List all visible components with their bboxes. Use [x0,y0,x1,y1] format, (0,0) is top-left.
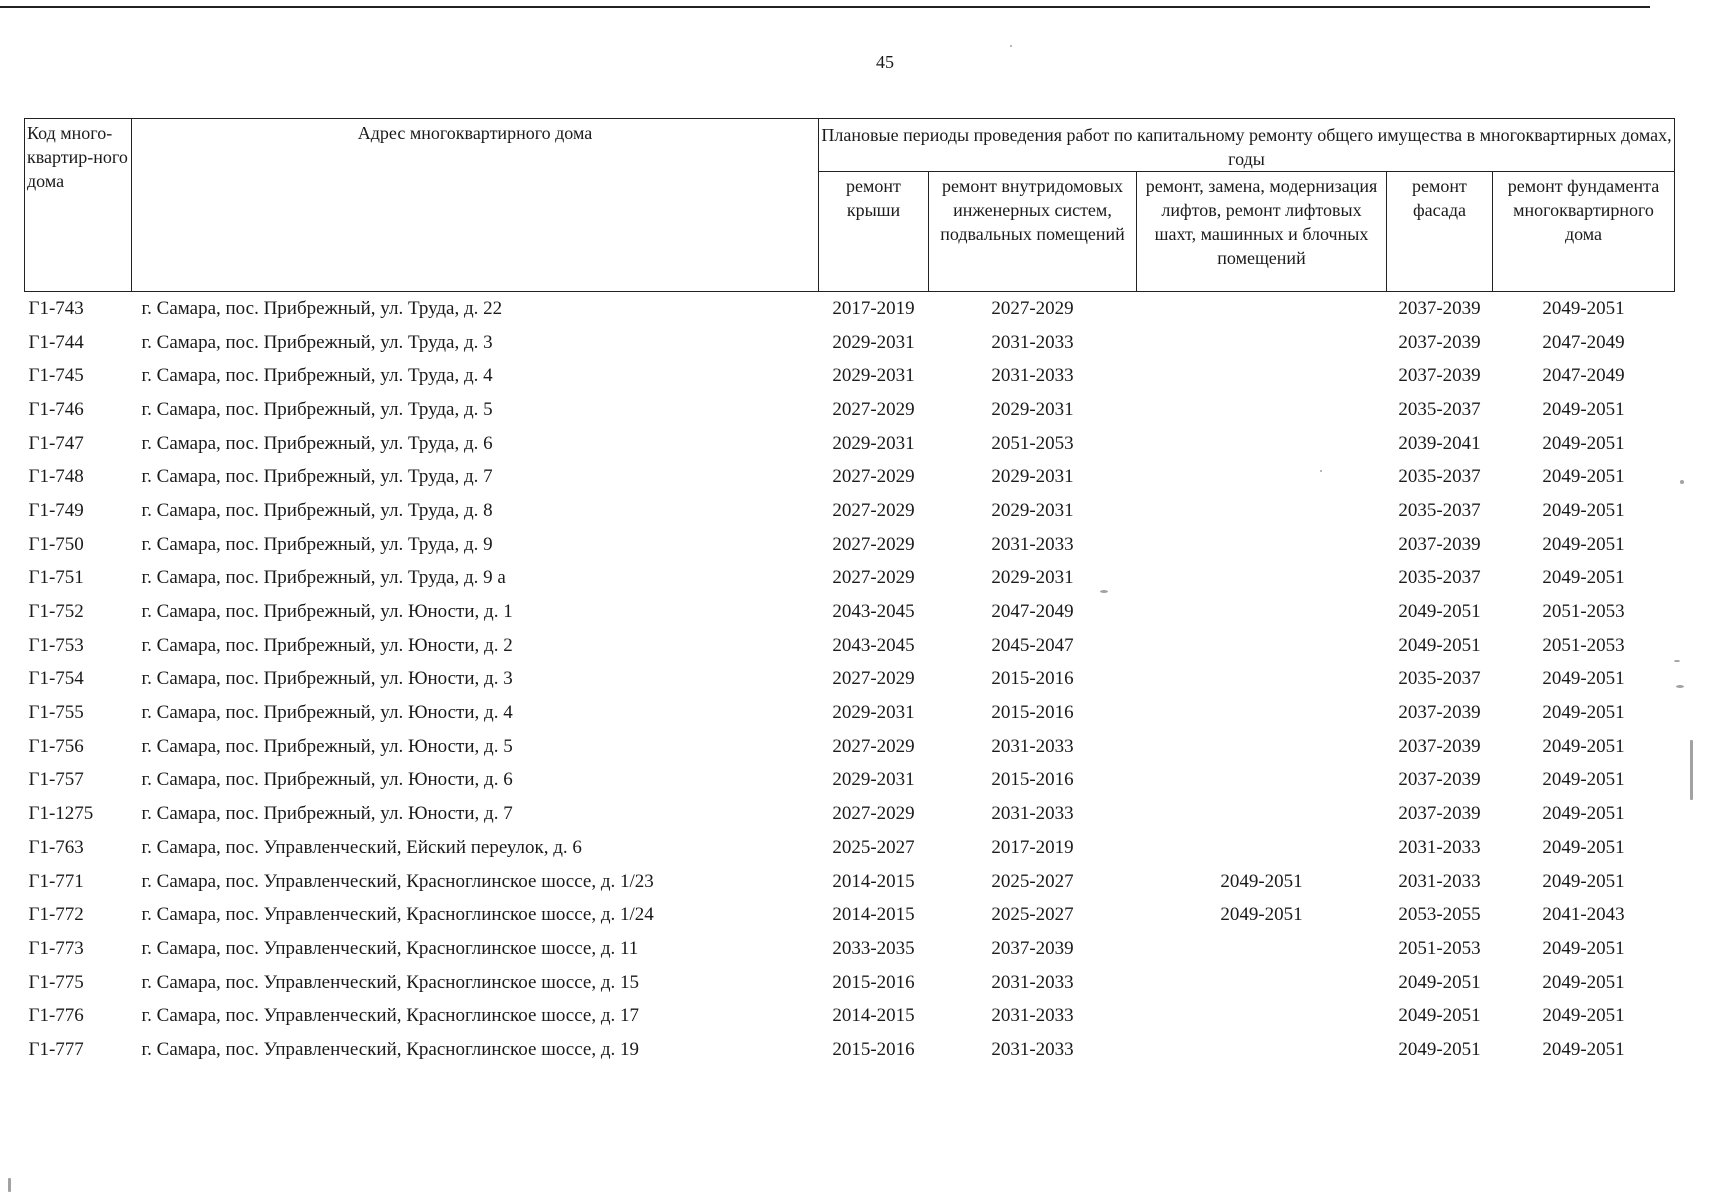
cell-facade: 2035-2037 [1398,398,1481,420]
cell-address: г. Самара, пос. Управленческий, Красноглинское шоссе, д. 1/23 [141,870,654,892]
cell-facade: 2037-2039 [1398,769,1481,791]
cell-foundation: 2049-2051 [1542,769,1625,791]
table-row [25,932,1675,966]
table-row [25,966,1675,1000]
cell-address: г. Самара, пос. Управленческий, Ейский переулок, д. 6 [141,836,582,858]
cell-lifts [1137,393,1387,427]
cell-code: Г1-753 [28,634,84,656]
cell-systems: 2025-2027 [991,870,1074,892]
cell-facade: 2031-2033 [1398,870,1481,892]
table-row [25,528,1675,562]
scan-speck [1680,480,1684,484]
cell-address: г. Самара, пос. Прибрежный, ул. Юности, д. 1 [141,601,513,623]
table-row [25,999,1675,1033]
header-facade: ремонт фасада [1387,172,1493,292]
header-systems: ремонт внутридомовых инженерных систем, подвальных помещений [929,172,1137,292]
page-number: 45 [876,52,894,72]
cell-lifts [1137,831,1387,865]
cell-foundation: 2049-2051 [1542,398,1625,420]
cell-systems: 2031-2033 [991,1038,1074,1060]
cell-foundation: 2049-2051 [1542,971,1625,993]
cell-roof: 2025-2027 [832,836,915,858]
scan-speck [1010,45,1012,47]
cell-code: Г1-755 [28,702,84,724]
cell-roof: 2027-2029 [832,803,915,825]
header-roof: ремонт крыши [819,172,929,292]
cell-foundation: 2049-2051 [1542,803,1625,825]
cell-roof: 2015-2016 [832,1038,915,1060]
repair-schedule-table-wrap [24,118,1674,1067]
cell-code: Г1-743 [28,297,84,319]
cell-address: г. Самара, пос. Прибрежный, ул. Труда, д. 7 [141,466,493,488]
cell-lifts [1137,359,1387,393]
cell-systems: 2031-2033 [991,365,1074,387]
cell-systems: 2029-2031 [991,398,1074,420]
cell-systems: 2017-2019 [991,836,1074,858]
table-row [25,696,1675,730]
cell-roof: 2017-2019 [832,297,915,319]
cell-code: Г1-752 [28,601,84,623]
table-row [25,326,1675,360]
table-row [25,663,1675,697]
cell-address: г. Самара, пос. Управленческий, Красноглинское шоссе, д. 19 [141,1038,640,1060]
cell-roof: 2029-2031 [832,331,915,353]
cell-code: Г1-775 [28,971,84,993]
table-row [25,494,1675,528]
cell-facade: 2049-2051 [1398,971,1481,993]
cell-systems: 2037-2039 [991,937,1074,959]
cell-lifts [1137,562,1387,596]
cell-facade: 2035-2037 [1398,567,1481,589]
cell-code: Г1-745 [28,365,84,387]
cell-foundation: 2049-2051 [1542,1038,1625,1060]
cell-facade: 2035-2037 [1398,668,1481,690]
cell-systems: 2015-2016 [991,702,1074,724]
cell-facade: 2037-2039 [1398,365,1481,387]
cell-code: Г1-776 [28,1005,84,1027]
cell-roof: 2027-2029 [832,499,915,521]
cell-systems: 2015-2016 [991,769,1074,791]
cell-address: г. Самара, пос. Прибрежный, ул. Труда, д. 3 [141,331,493,353]
table-row [25,865,1675,899]
table-row [25,898,1675,932]
cell-lifts [1137,797,1387,831]
cell-address: г. Самара, пос. Прибрежный, ул. Труда, д. 4 [141,365,493,387]
scan-speck [1100,590,1108,593]
cell-code: Г1-771 [28,870,84,892]
cell-roof: 2029-2031 [832,365,915,387]
cell-roof: 2027-2029 [832,567,915,589]
cell-code: Г1-777 [28,1038,84,1060]
cell-address: г. Самара, пос. Прибрежный, ул. Труда, д. 22 [141,297,503,319]
cell-lifts [1137,528,1387,562]
header-code: Код много-квартир-ного дома [25,119,132,292]
cell-facade: 2037-2039 [1398,803,1481,825]
table-row [25,359,1675,393]
cell-lifts [1137,494,1387,528]
table-row [25,562,1675,596]
header-lifts: ремонт, замена, модернизация лифтов, ремонт лифтовых шахт, машинных и блочных помещений [1137,172,1387,292]
cell-code: Г1-754 [28,668,84,690]
cell-lifts: 2049-2051 [1220,904,1303,926]
cell-roof: 2043-2045 [832,601,915,623]
table-row [25,629,1675,663]
cell-code: Г1-747 [28,432,84,454]
cell-systems: 2029-2031 [991,466,1074,488]
header-address: Адрес многоквартирного дома [132,119,819,292]
cell-address: г. Самара, пос. Управленческий, Красноглинское шоссе, д. 1/24 [141,904,654,926]
cell-facade: 2051-2053 [1398,937,1481,959]
cell-code: Г1-1275 [28,803,94,825]
cell-foundation: 2047-2049 [1542,331,1625,353]
cell-code: Г1-749 [28,499,84,521]
cell-lifts [1137,932,1387,966]
cell-systems: 2025-2027 [991,904,1074,926]
repair-schedule-table [24,118,1675,1067]
cell-lifts [1137,460,1387,494]
cell-address: г. Самара, пос. Прибрежный, ул. Юности, д. 2 [141,634,513,656]
table-row [25,393,1675,427]
cell-foundation: 2049-2051 [1542,533,1625,555]
cell-facade: 2049-2051 [1398,1038,1481,1060]
cell-facade: 2037-2039 [1398,702,1481,724]
cell-facade: 2049-2051 [1398,601,1481,623]
cell-systems: 2031-2033 [991,331,1074,353]
cell-code: Г1-773 [28,937,84,959]
cell-address: г. Самара, пос. Прибрежный, ул. Юности, д. 6 [141,769,513,791]
cell-code: Г1-751 [28,567,84,589]
cell-lifts [1137,629,1387,663]
cell-systems: 2031-2033 [991,803,1074,825]
cell-lifts [1137,764,1387,798]
cell-foundation: 2041-2043 [1542,904,1625,926]
cell-address: г. Самара, пос. Прибрежный, ул. Юности, д. 5 [141,735,513,757]
cell-lifts [1137,966,1387,1000]
cell-lifts [1137,326,1387,360]
cell-address: г. Самара, пос. Управленческий, Красноглинское шоссе, д. 11 [141,937,639,959]
cell-code: Г1-763 [28,836,84,858]
cell-systems: 2031-2033 [991,735,1074,757]
cell-code: Г1-746 [28,398,84,420]
cell-lifts [1137,663,1387,697]
cell-address: г. Самара, пос. Прибрежный, ул. Труда, д. 8 [141,499,493,521]
cell-facade: 2035-2037 [1398,499,1481,521]
cell-address: г. Самара, пос. Прибрежный, ул. Юности, д. 4 [141,702,513,724]
scan-speck [1320,470,1322,472]
header-planned-periods: Плановые периоды проведения работ по капитальному ремонту общего имущества в многоквартирных домах, годы [819,119,1675,172]
cell-facade: 2049-2051 [1398,1005,1481,1027]
cell-foundation: 2049-2051 [1542,297,1625,319]
table-row [25,595,1675,629]
cell-systems: 2051-2053 [991,432,1074,454]
cell-code: Г1-750 [28,533,84,555]
cell-roof: 2033-2035 [832,937,915,959]
cell-roof: 2029-2031 [832,702,915,724]
cell-foundation: 2047-2049 [1542,365,1625,387]
cell-foundation: 2049-2051 [1542,702,1625,724]
scan-speck [1676,685,1684,688]
cell-foundation: 2049-2051 [1542,432,1625,454]
cell-roof: 2029-2031 [832,432,915,454]
cell-lifts [1137,999,1387,1033]
cell-systems: 2031-2033 [991,1005,1074,1027]
cell-foundation: 2049-2051 [1542,466,1625,488]
cell-systems: 2045-2047 [991,634,1074,656]
cell-facade: 2037-2039 [1398,533,1481,555]
cell-lifts [1137,595,1387,629]
table-row [25,831,1675,865]
cell-code: Г1-748 [28,466,84,488]
table-row [25,460,1675,494]
cell-roof: 2027-2029 [832,668,915,690]
cell-foundation: 2049-2051 [1542,567,1625,589]
cell-roof: 2014-2015 [832,1005,915,1027]
table-row [25,730,1675,764]
cell-foundation: 2049-2051 [1542,937,1625,959]
cell-systems: 2031-2033 [991,971,1074,993]
scan-speck [1690,740,1693,800]
cell-address: г. Самара, пос. Прибрежный, ул. Труда, д. 9 а [141,567,506,589]
cell-systems: 2029-2031 [991,499,1074,521]
cell-foundation: 2049-2051 [1542,735,1625,757]
table-row [25,764,1675,798]
cell-roof: 2014-2015 [832,870,915,892]
cell-lifts [1137,1033,1387,1067]
cell-code: Г1-772 [28,904,84,926]
cell-foundation: 2049-2051 [1542,499,1625,521]
table-header [25,119,1675,292]
cell-address: г. Самара, пос. Прибрежный, ул. Труда, д. 9 [141,533,493,555]
cell-address: г. Самара, пос. Прибрежный, ул. Труда, д. 6 [141,432,493,454]
cell-facade: 2031-2033 [1398,836,1481,858]
cell-roof: 2029-2031 [832,769,915,791]
cell-facade: 2053-2055 [1398,904,1481,926]
table-row [25,797,1675,831]
cell-roof: 2027-2029 [832,735,915,757]
cell-systems: 2029-2031 [991,567,1074,589]
cell-systems: 2015-2016 [991,668,1074,690]
cell-code: Г1-744 [28,331,84,353]
cell-lifts [1137,696,1387,730]
cell-code: Г1-757 [28,769,84,791]
cell-systems: 2047-2049 [991,601,1074,623]
cell-roof: 2014-2015 [832,904,915,926]
cell-facade: 2049-2051 [1398,634,1481,656]
cell-foundation: 2049-2051 [1542,1005,1625,1027]
cell-code: Г1-756 [28,735,84,757]
cell-address: г. Самара, пос. Прибрежный, ул. Юности, д. 3 [141,668,513,690]
scan-speck [1674,660,1680,662]
cell-foundation: 2049-2051 [1542,668,1625,690]
cell-facade: 2037-2039 [1398,331,1481,353]
cell-lifts [1137,427,1387,461]
cell-facade: 2039-2041 [1398,432,1481,454]
scan-speck [8,1178,11,1192]
cell-roof: 2027-2029 [832,466,915,488]
cell-address: г. Самара, пос. Прибрежный, ул. Труда, д. 5 [141,398,493,420]
cell-systems: 2027-2029 [991,297,1074,319]
top-rule [0,6,1650,8]
table-row [25,292,1675,326]
cell-lifts: 2049-2051 [1220,870,1303,892]
cell-foundation: 2049-2051 [1542,836,1625,858]
cell-systems: 2031-2033 [991,533,1074,555]
cell-address: г. Самара, пос. Управленческий, Красноглинское шоссе, д. 15 [141,971,640,993]
cell-facade: 2035-2037 [1398,466,1481,488]
cell-foundation: 2049-2051 [1542,870,1625,892]
cell-facade: 2037-2039 [1398,297,1481,319]
table-row [25,1033,1675,1067]
header-foundation: ремонт фундамента многоквартирного дома [1493,172,1675,292]
cell-foundation: 2051-2053 [1542,601,1625,623]
cell-address: г. Самара, пос. Прибрежный, ул. Юности, д. 7 [141,803,513,825]
cell-roof: 2027-2029 [832,398,915,420]
cell-roof: 2043-2045 [832,634,915,656]
cell-lifts [1137,730,1387,764]
cell-roof: 2015-2016 [832,971,915,993]
cell-facade: 2037-2039 [1398,735,1481,757]
table-row [25,427,1675,461]
cell-address: г. Самара, пос. Управленческий, Красноглинское шоссе, д. 17 [141,1005,640,1027]
cell-foundation: 2051-2053 [1542,634,1625,656]
table-body [25,292,1675,1067]
cell-roof: 2027-2029 [832,533,915,555]
cell-lifts [1137,292,1387,326]
